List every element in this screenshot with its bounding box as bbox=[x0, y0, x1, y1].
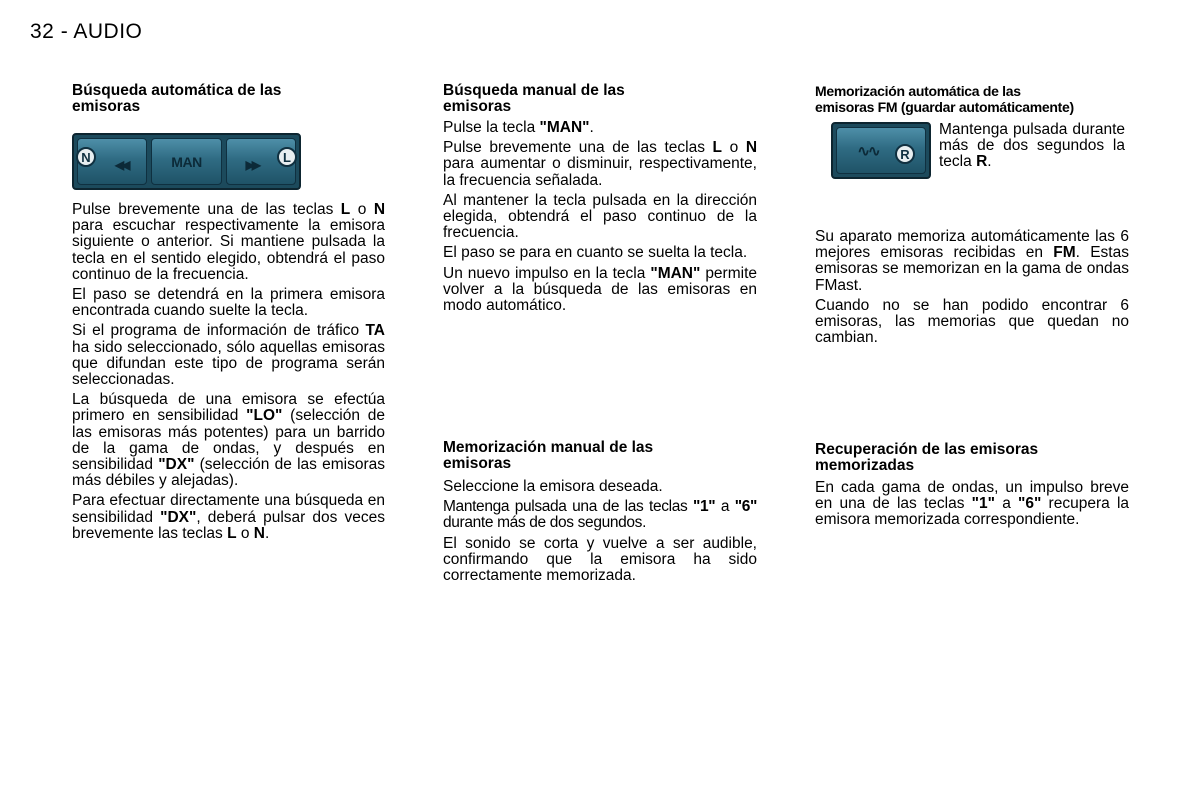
l-badge-icon: L bbox=[277, 147, 297, 167]
autostore-r-button[interactable] bbox=[836, 127, 926, 174]
wave-icon: ∿∿ bbox=[857, 142, 879, 160]
section-heading-manual-memory: Memorización manual de las emisoras bbox=[443, 439, 654, 472]
paragraph: La búsqueda de una emisora se efectúa primero en sensibilidad "LO" (selección de las emisoras más potentes) para un barrido de la gama de ondas, y después en sensibilidad "DX" (selección de las emisoras más débiles y alejadas). bbox=[72, 391, 385, 490]
paragraph: Pulse brevemente una de las teclas L o N para escuchar respectivamente la emisora siguiente o anterior. Si mantiene pulsada la tecla en el sentido elegido, obtendrá el paso continuo de la frecuencia. bbox=[72, 201, 386, 283]
seek-up-button[interactable] bbox=[226, 138, 296, 185]
paragraph: El paso se detendrá en la primera emisora encontrada cuando suelte la tecla. bbox=[72, 286, 385, 320]
paragraph: Pulse brevemente una de las teclas L o N para aumentar o disminuir, respectivamente, la frecuencia señalada. bbox=[443, 139, 758, 189]
paragraph: Cuando no se han podido encontrar 6 emisoras, las memorias que quedan no cambian. bbox=[815, 296, 1129, 347]
section-heading-auto-memory: Memorización automática de las emisoras FM (guardar automáticamente) bbox=[815, 83, 1074, 115]
column-auto-memory bbox=[815, 83, 1130, 529]
paragraph: Un nuevo impulso en la tecla "MAN" permite volver a la búsqueda de las emisoras en modo automático. bbox=[443, 264, 757, 315]
section-heading-recall-memory: Recuperación de las emisoras memorizadas bbox=[815, 441, 1039, 474]
r-badge-icon: R bbox=[895, 144, 915, 164]
rewind-arrows-icon: ◀◀ bbox=[114, 157, 128, 172]
paragraph: Pulse la tecla "MAN". bbox=[443, 119, 594, 136]
paragraph: Seleccione la emisora deseada. bbox=[443, 478, 663, 495]
paragraph: El sonido se corta y vuelve a ser audible, confirmando que la emisora ha sido correctamente memorizada. bbox=[443, 534, 757, 585]
man-button-label: MAN bbox=[171, 153, 202, 170]
fm-memory-block bbox=[815, 122, 1129, 179]
man-button[interactable] bbox=[151, 138, 221, 185]
paragraph: Mantenga pulsada una de las teclas "1" a "6" durante más de dos segundos. bbox=[443, 498, 757, 532]
paragraph: Mantenga pulsada durante más de dos segundos la tecla R. bbox=[939, 121, 1125, 171]
paragraph: Al mantener la tecla pulsada en la dirección elegida, obtendrá el paso continuo de la frecuencia. bbox=[443, 191, 757, 242]
page-title: 32 - AUDIO bbox=[30, 20, 143, 43]
paragraph: En cada gama de ondas, un impulso breve en una de las teclas "1" a "6" recupera la emisora memorizada correspondiente. bbox=[815, 479, 1130, 529]
section-heading-manual-search: Búsqueda manual de las emisoras bbox=[443, 82, 625, 115]
paragraph: Si el programa de información de tráfico TA ha sido seleccionado, sólo aquellas emisoras que difundan este tipo de programa serán seleccionadas. bbox=[72, 322, 385, 389]
paragraph: El paso se para en cuanto se suelta la tecla. bbox=[443, 244, 748, 262]
n-badge-icon: N bbox=[76, 147, 96, 167]
seek-down-button[interactable] bbox=[77, 138, 147, 185]
forward-arrows-icon: ▶▶ bbox=[245, 157, 259, 172]
autostore-button-panel bbox=[831, 122, 931, 179]
column-auto-search bbox=[72, 83, 385, 546]
column-manual-search bbox=[443, 82, 758, 585]
paragraph: Para efectuar directamente una búsqueda en sensibilidad "DX", deberá pulsar dos veces brevemente las teclas L o N. bbox=[72, 492, 385, 542]
paragraph: Su aparato memoriza automáticamente las 6 mejores emisoras recibidas en FM. Estas emisoras se memorizan en la gama de ondas FMast. bbox=[815, 228, 1129, 294]
section-heading-auto-search: Búsqueda automática de las emisoras bbox=[72, 82, 282, 115]
tuning-buttons-panel bbox=[72, 133, 301, 190]
